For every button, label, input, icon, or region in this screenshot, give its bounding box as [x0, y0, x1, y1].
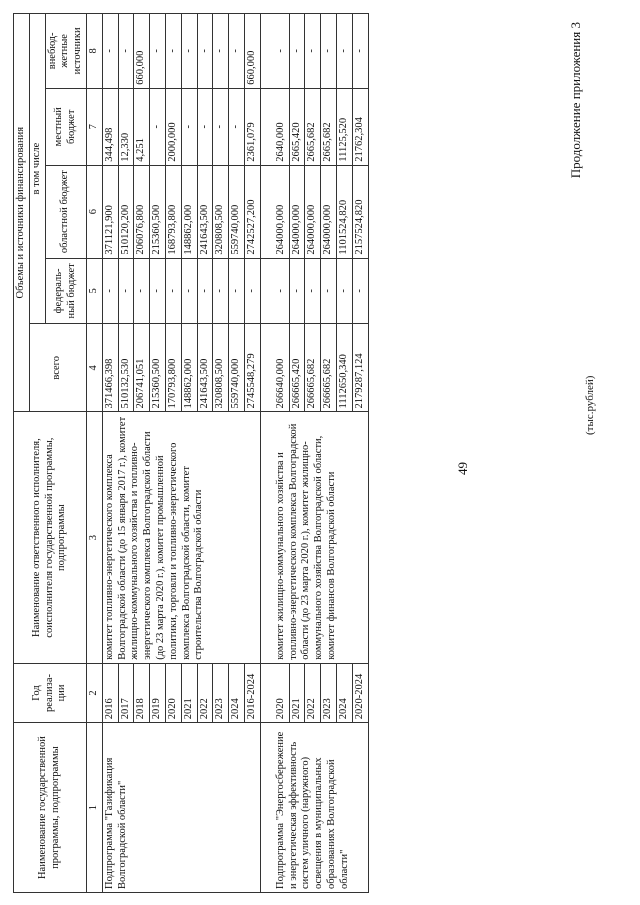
total-cell: 206741,051 — [134, 324, 150, 412]
total-cell: 266640,000 — [260, 324, 289, 412]
total-cell: 148862,000 — [181, 324, 197, 412]
regional-cell: 264000,000 — [260, 165, 289, 258]
total-cell: 241643,500 — [197, 324, 213, 412]
federal-cell: - — [118, 258, 134, 324]
federal-cell: - — [150, 258, 166, 324]
total-cell: 2179287,124 — [352, 324, 368, 412]
regional-cell: 320808,500 — [213, 165, 229, 258]
total-cell: 266665,420 — [289, 324, 305, 412]
local-cell: 2361,079 — [244, 88, 260, 165]
local-cell: - — [213, 88, 229, 165]
regional-cell: 2742527,200 — [244, 165, 260, 258]
extra-cell: - — [336, 14, 352, 89]
local-cell: 2665,420 — [289, 88, 305, 165]
regional-cell: 2157524,820 — [352, 165, 368, 258]
regional-cell: 215360,500 — [150, 165, 166, 258]
col-header-federal: федераль-ный бюджет — [45, 258, 86, 324]
federal-cell: - — [102, 258, 118, 324]
extra-cell: - — [102, 14, 118, 89]
page-number: 49 — [455, 462, 470, 475]
local-cell: 344,498 — [102, 88, 118, 165]
col-number: 6 — [86, 165, 102, 258]
year-cell: 2020-2024 — [352, 663, 368, 722]
total-cell: 1112650,340 — [336, 324, 352, 412]
total-cell: 320808,500 — [213, 324, 229, 412]
local-cell: 2000,000 — [165, 88, 181, 165]
regional-cell: 1101524,820 — [336, 165, 352, 258]
extra-cell: - — [165, 14, 181, 89]
extra-cell: - — [150, 14, 166, 89]
regional-cell: 264000,000 — [321, 165, 337, 258]
year-cell: 2022 — [197, 663, 213, 722]
federal-cell: - — [244, 258, 260, 324]
local-cell: 2665,682 — [321, 88, 337, 165]
local-cell: 12,330 — [118, 88, 134, 165]
extra-cell: - — [197, 14, 213, 89]
year-cell: 2020 — [165, 663, 181, 722]
col-header-year: Год реализа-ции — [14, 663, 87, 722]
executor-text: комитет жилищно-коммунального хозяйства и топливно-энергетического комплекса Волгоградской области (до 23 марта 2020 г.), комитет жилищно-коммунального хозяйства Волгоградской области, комитет финансов Волгоградской области — [260, 412, 368, 663]
local-cell: - — [181, 88, 197, 165]
year-cell: 2023 — [321, 663, 337, 722]
local-cell: 21762,304 — [352, 88, 368, 165]
year-cell: 2021 — [181, 663, 197, 722]
col-number: 2 — [86, 663, 102, 722]
col-number: 3 — [86, 412, 102, 663]
federal-cell: - — [181, 258, 197, 324]
extra-cell: - — [213, 14, 229, 89]
year-cell: 2022 — [305, 663, 321, 722]
local-cell: 11125,520 — [336, 88, 352, 165]
federal-cell: - — [260, 258, 289, 324]
total-cell: 266665,682 — [305, 324, 321, 412]
col-header-total: всего — [29, 324, 86, 412]
regional-cell: 264000,000 — [289, 165, 305, 258]
financing-table — [13, 13, 369, 893]
year-cell: 2021 — [289, 663, 305, 722]
local-cell: - — [197, 88, 213, 165]
federal-cell: - — [352, 258, 368, 324]
col-number: 5 — [86, 258, 102, 324]
col-number: 7 — [86, 88, 102, 165]
total-cell: 371466,398 — [102, 324, 118, 412]
executor-text: комитет топливно-энергетического комплекса Волгоградской области (до 15 января 2017 г.), комитет жилищно-коммунального хозяйства и топливно-энергетического комплекса Волгоградской области (до 23 марта 2020 г.), комитет промышленной политики, торговли и топливно-энергетического комплекса Волгоградской области, комитет строительства Волгоградской области — [102, 412, 260, 663]
col-header-volumes: Объемы и источники финансирования — [14, 14, 30, 412]
regional-cell: 559740,000 — [229, 165, 245, 258]
extra-cell: - — [305, 14, 321, 89]
local-cell: 2665,682 — [305, 88, 321, 165]
year-cell: 2024 — [336, 663, 352, 722]
extra-cell: - — [321, 14, 337, 89]
federal-cell: - — [134, 258, 150, 324]
extra-cell: - — [289, 14, 305, 89]
col-number: 4 — [86, 324, 102, 412]
extra-cell: - — [229, 14, 245, 89]
col-header-name: Наименование государственной программы, подпрограммы — [14, 723, 87, 893]
regional-cell: 510120,200 — [118, 165, 134, 258]
regional-cell: 206076,800 — [134, 165, 150, 258]
year-cell: 2018 — [134, 663, 150, 722]
local-cell: - — [229, 88, 245, 165]
total-cell: 266665,682 — [321, 324, 337, 412]
year-cell: 2017 — [118, 663, 134, 722]
continuation-label: Продолжение приложения 3 — [568, 22, 583, 179]
extra-cell: - — [352, 14, 368, 89]
regional-cell: 168793,800 — [165, 165, 181, 258]
regional-cell: 264000,000 — [305, 165, 321, 258]
regional-cell: 148862,000 — [181, 165, 197, 258]
col-header-regional: областной бюджет — [45, 165, 86, 258]
federal-cell: - — [197, 258, 213, 324]
federal-cell: - — [165, 258, 181, 324]
year-cell: 2023 — [213, 663, 229, 722]
extra-cell: - — [181, 14, 197, 89]
col-header-local: местный бюджет — [45, 88, 86, 165]
col-number: 1 — [86, 723, 102, 893]
year-cell: 2020 — [260, 663, 289, 722]
col-header-executor: Наименование ответственного исполнителя, соисполнителя государственной программы, подпрограммы — [14, 412, 87, 663]
extra-cell: - — [260, 14, 289, 89]
federal-cell: - — [321, 258, 337, 324]
extra-cell: 660,000 — [244, 14, 260, 89]
federal-cell: - — [336, 258, 352, 324]
subprogram-name: Подпрограмма "Энергосбережение и энергетическая эффективность систем уличного (наружного) освещения в муниципальных образованиях Волгоградской области" — [260, 723, 368, 893]
year-cell: 2016 — [102, 663, 118, 722]
federal-cell: - — [305, 258, 321, 324]
subprogram-name: Подпрограмма "Газификация Волгоградской области" — [102, 723, 260, 893]
local-cell: - — [150, 88, 166, 165]
local-cell: 2640,000 — [260, 88, 289, 165]
extra-cell: - — [118, 14, 134, 89]
col-number: 8 — [86, 14, 102, 89]
total-cell: 215360,500 — [150, 324, 166, 412]
table-row — [260, 14, 289, 893]
federal-cell: - — [229, 258, 245, 324]
year-cell: 2016-2024 — [244, 663, 260, 722]
unit-label: (тыс.рублей) — [584, 375, 596, 435]
federal-cell: - — [289, 258, 305, 324]
year-cell: 2019 — [150, 663, 166, 722]
col-header-incl: в том числе — [29, 14, 45, 324]
total-cell: 170793,800 — [165, 324, 181, 412]
federal-cell: - — [213, 258, 229, 324]
total-cell: 2745548,279 — [244, 324, 260, 412]
year-cell: 2024 — [229, 663, 245, 722]
total-cell: 510132,530 — [118, 324, 134, 412]
regional-cell: 241643,500 — [197, 165, 213, 258]
extra-cell: 660,000 — [134, 14, 150, 89]
total-cell: 559740,000 — [229, 324, 245, 412]
table-row — [102, 14, 118, 893]
regional-cell: 371121,900 — [102, 165, 118, 258]
local-cell: 4,251 — [134, 88, 150, 165]
col-header-extra: внебюд-жетные источники — [45, 14, 86, 89]
